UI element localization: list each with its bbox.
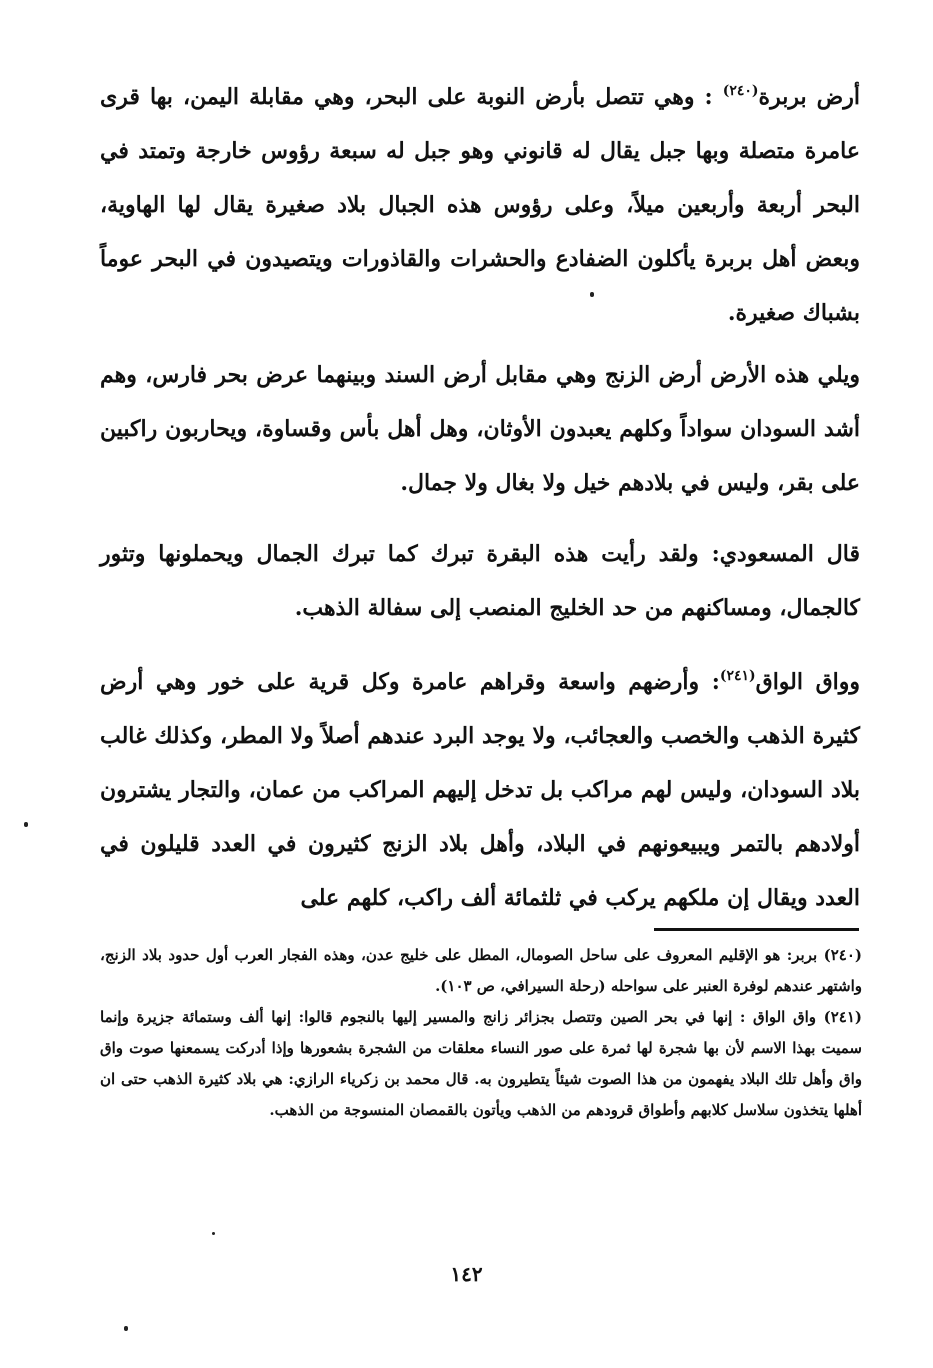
paragraph-waqwaq [100,655,860,925]
paragraph-text: قال المسعودي: ولقد رأيت هذه البقرة تبرك كما تبرك الجمال ويحملونها وتثور كالجمال، ومساكنهم من حد الخليج المنصب إلى سفالة الذهب. [100,541,860,621]
paragraph-text: وواق الواق [755,669,860,695]
scan-speck [590,292,594,297]
main-text-block [100,70,860,340]
paragraph-zanj [100,348,860,510]
footnotes-section [100,940,862,1126]
paragraph-barbara [100,70,860,340]
paragraph-text: : وهي تتصل بأرض النوبة على البحر، وهي مقابلة اليمن، بها قرى عامرة متصلة وبها جبل يقال له قانوني وهو جبل له سبعة رؤوس خارجة وتمتد في البحر أربعة وأربعين ميلاً، وعلى رؤوس هذه الجبال بلاد صغيرة يقال لها الهاوية، وبعض أهل بربرة يأكلون الضفادع والحشرات والقاذورات ويتصيدون في البحر عوماً بشباك صغيرة. [100,84,860,326]
main-text-block [100,348,860,510]
scan-speck [24,822,28,827]
main-text-block [100,527,860,635]
footnote-reference-241: (٢٤١) [719,668,756,684]
paragraph-text: : وأرضهم واسعة وقراهم عامرة وكل قرية على خور وهي أرض كثيرة الذهب والخصب والعجائب، ولا يوجد البرد عندهم أصلاً ولا المطر، وكذلك غالب بلاد السودان، وليس لهم مراكب بل تدخل إليهم المراكب من عمان، والتجار يشترون أولادهم بالتمر ويبيعونهم في البلاد، وأهل بلاد الزنج كثيرون في العدد قليلون في العدد ويقال إن ملكهم يركب في ثلثمائة ألف راكب، كلهم على [100,669,860,911]
scan-speck [124,1326,128,1331]
scan-speck [212,1232,215,1235]
footnote-reference-240: (٢٤٠) [722,83,759,99]
main-text-block [100,655,860,925]
footnote-divider [654,928,859,931]
paragraph-text: أرض بربرة [758,84,861,110]
paragraph-text: ويلي هذه الأرض أرض الزنج وهي مقابل أرض السند وبينهما عرض بحر فارس، وهم أشد السودان سواداً وكلهم يعبدون الأوثان، وهل أهل بأس وقساوة، ويحاربون راكبين على بقر، وليس في بلادهم خيل ولا بغال ولا جمال. [100,362,860,496]
paragraph-masudi [100,527,860,635]
footnote-240: (٢٤٠) بربر: هو الإقليم المعروف على ساحل الصومال، المطل على خليج عدن، وهذه الفجار العرب أول حدود بلاد الزنج، واشتهر عندهم لوفرة العنبر على سواحله (رحلة السيرافي، ص ١٠٣). [100,946,862,995]
footnote-241: (٢٤١) واق الواق : إنها في بحر الصين وتتصل بجزائر زانج والمسير إليها بالنجوم قالوا: إنها ألف وستمائة جزيرة وإنما سميت بهذا الاسم لأن بها شجرة لها ثمرة على صور النساء معلقات من الشجرة بشعورها وإذا أدركت يسمعنها صوت واق واق وأهل تلك البلاد يفهمون من هذا الصوت شيئاً يتطيرون به. قال محمد بن زكرياء الرازي: هي بلاد كثيرة الذهب حتى ان أهلها يتخذون سلاسل كلابهم وأطواق قرودهم من الذهب ويأتون بالقمصان المنسوجة من الذهب. [100,1008,862,1119]
page-number: ١٤٢ [450,1262,483,1286]
